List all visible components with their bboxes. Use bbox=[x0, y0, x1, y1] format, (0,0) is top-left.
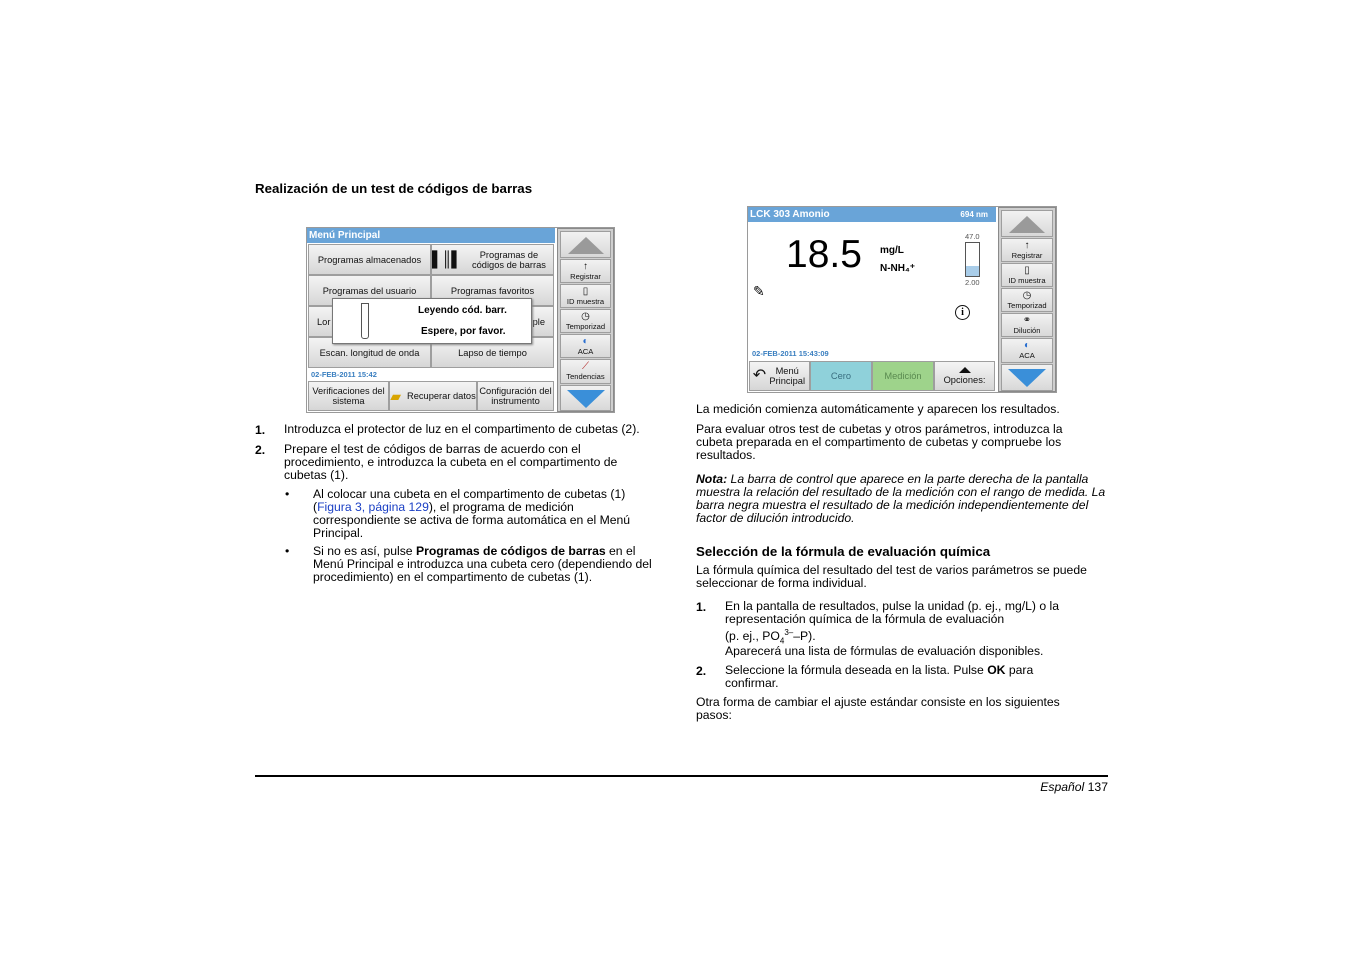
page-footer: Español 137 bbox=[1040, 780, 1108, 794]
single-wavelength-button[interactable]: Lor bbox=[308, 306, 431, 337]
edit-icon[interactable]: ✎ bbox=[753, 283, 765, 299]
bullet-2-marker: • bbox=[285, 544, 290, 558]
arrow-up-icon bbox=[568, 237, 604, 254]
instrument-config-button[interactable]: Configuración del instrumento bbox=[477, 381, 554, 411]
result-store-button[interactable]: ↑ Registrar bbox=[1001, 238, 1053, 262]
measure-button[interactable]: Medición bbox=[872, 361, 934, 391]
range-fill bbox=[966, 266, 979, 276]
sample-id-icon: ▯ bbox=[582, 286, 589, 297]
popup-line1: Leyendo cód. barr. bbox=[418, 305, 507, 316]
result-date: 02-FEB-2011 15:43:09 bbox=[752, 349, 829, 358]
dilution-icon: ⚭ bbox=[1022, 315, 1032, 326]
scroll-up-button[interactable] bbox=[560, 231, 611, 258]
info-icon[interactable]: i bbox=[955, 305, 970, 320]
footer-rule bbox=[255, 775, 1108, 777]
paragraph-4: Otra forma de cambiar el ajuste estándar consiste en los siguientes pasos: bbox=[696, 695, 1060, 722]
store-button[interactable]: ↑ Registrar bbox=[560, 259, 611, 283]
aqa-button[interactable]: ◐ ACA bbox=[560, 334, 611, 358]
range-bar bbox=[965, 242, 980, 277]
stored-programs-button[interactable]: Programas almacenados bbox=[308, 244, 431, 275]
step1-text: Introduzca el protector de luz en el compartimento de cubetas (2). bbox=[284, 422, 640, 436]
screen-title: Menú Principal bbox=[307, 228, 555, 243]
sample-id-icon: ▯ bbox=[1024, 265, 1030, 276]
trends-icon: ⟋ bbox=[582, 361, 589, 372]
result-value: 18.5 bbox=[786, 233, 862, 276]
caret-up-icon bbox=[959, 367, 971, 373]
reading-barcode-popup bbox=[332, 298, 532, 344]
range-max: 47.0 bbox=[965, 232, 980, 241]
user-programs-button[interactable]: Programas del usuario bbox=[308, 275, 431, 306]
formula-step1-text: En la pantalla de resultados, pulse la unidad (p. ej., mg/L) o la representación química de la fórmula de evaluación (p. ej., $PO_4^{3-}-P$). bbox=[725, 599, 1060, 646]
main-menu-screenshot bbox=[306, 227, 615, 413]
formula-heading: Selección de la fórmula de evaluación química bbox=[696, 544, 991, 559]
result-scroll-up-button[interactable] bbox=[1001, 210, 1053, 237]
result-timer-button[interactable]: ◷ Temporizad bbox=[1001, 288, 1053, 312]
barcode-icon: ▌║▌ bbox=[432, 250, 461, 268]
zero-button[interactable]: Cero bbox=[810, 361, 872, 391]
aqa-icon: ◐ bbox=[582, 336, 589, 347]
scroll-down-button[interactable] bbox=[560, 385, 611, 411]
figure-link[interactable]: Figura 3, página 129 bbox=[317, 500, 429, 514]
options-button[interactable]: Opciones: bbox=[934, 361, 995, 391]
screen-date: 02-FEB-2011 15:42 bbox=[311, 370, 377, 379]
step1-number: 1. bbox=[255, 423, 266, 437]
sidebar bbox=[557, 228, 614, 412]
bullet-1-marker: • bbox=[285, 487, 290, 501]
paragraph-2: Para evaluar otros test de cubetas y otros parámetros, introduzca la cubeta preparada en el compartimento de cubetas y compruebe los resultados. bbox=[696, 422, 1063, 462]
step2-text: Prepare el test de códigos de barras de acuerdo con el procedimiento, e introduzca la cubeta en el compartimento de cubetas (1). bbox=[284, 442, 618, 482]
sample-id-button[interactable]: ▯ ID muestra bbox=[560, 284, 611, 308]
arrow-down-icon bbox=[1008, 369, 1046, 387]
result-title-bar: LCK 303 Amonio 694 nm bbox=[748, 207, 996, 222]
arrow-up-icon bbox=[1009, 216, 1045, 233]
timer-icon: ◷ bbox=[581, 311, 590, 322]
result-scroll-down-button[interactable] bbox=[1001, 364, 1053, 391]
popup-line2: Espere, por favor. bbox=[421, 326, 506, 337]
result-unit[interactable]: mg/L bbox=[880, 245, 904, 256]
system-check-button[interactable]: Verificaciones del sistema bbox=[308, 381, 389, 411]
aqa-icon: ◐ bbox=[1023, 340, 1031, 351]
dilution-button[interactable]: ⚭ Dilución bbox=[1001, 313, 1053, 337]
barcode-programs-button[interactable]: ▌║▌ Programas de códigos de barras bbox=[431, 244, 554, 275]
multi-wavelength-button[interactable]: ple bbox=[431, 306, 554, 337]
result-sidebar bbox=[998, 207, 1056, 392]
paragraph-1: La medición comienza automáticamente y aparecen los resultados. bbox=[696, 402, 1060, 416]
formula-step1-result: Aparecerá una lista de fórmulas de evaluación disponibles. bbox=[725, 644, 1044, 658]
result-aqa-button[interactable]: ◐ ACA bbox=[1001, 338, 1053, 363]
result-formula[interactable]: N-NH₄⁺ bbox=[880, 263, 916, 274]
bullet-2-text: Si no es así, pulse Programas de códigos de barras en el Menú Principal e introduzca una cubeta cero (dependiendo del procedimiento) en el compartimento de cubetas (1). bbox=[313, 544, 652, 584]
time-lapse-button[interactable]: Lapso de tiempo bbox=[431, 337, 554, 368]
arrow-down-icon bbox=[567, 390, 605, 408]
wavelength-scan-button[interactable]: Escan. longitud de onda bbox=[308, 337, 431, 368]
cuvette-icon bbox=[361, 303, 369, 339]
section-heading: Realización de un test de códigos de barras bbox=[255, 181, 533, 196]
main-menu-button[interactable]: ↶ Menú Principal bbox=[749, 361, 810, 391]
folder-icon: ▰ bbox=[390, 388, 402, 404]
formula-step2-text: Seleccione la fórmula deseada en la lista. Pulse OK para confirmar. bbox=[725, 663, 1034, 690]
result-sample-id-button[interactable]: ▯ ID muestra bbox=[1001, 263, 1053, 287]
formula-step1-number: 1. bbox=[696, 600, 707, 614]
timer-button[interactable]: ◷ Temporizad bbox=[560, 309, 611, 333]
result-screenshot bbox=[747, 206, 1057, 393]
step2-number: 2. bbox=[255, 443, 266, 457]
paragraph-3: La fórmula química del resultado del test de varios parámetros se puede seleccionar de forma individual. bbox=[696, 563, 1087, 590]
bullet-1-text: Al colocar una cubeta en el compartimento de cubetas (1) (Figura 3, página 129), el programa de medición correspondiente se activa de forma automática en el Menú Principal. bbox=[313, 487, 631, 540]
store-icon: ↑ bbox=[1024, 240, 1030, 251]
range-min: 2.00 bbox=[965, 278, 980, 287]
note: Nota: La barra de control que aparece en la parte derecha de la pantalla muestra la relación del resultado de la medición con el rango de medida. La barra negra muestra el resultado de la medición independientemente del factor de dilución introducido. bbox=[696, 472, 1106, 525]
timer-icon: ◷ bbox=[1022, 290, 1032, 301]
favorite-programs-button[interactable]: Programas favoritos bbox=[431, 275, 554, 306]
store-icon: ↑ bbox=[583, 261, 588, 272]
trends-button[interactable]: ⟋ Tendencias bbox=[560, 359, 611, 384]
back-arrow-icon: ↶ bbox=[752, 367, 767, 384]
formula-step2-number: 2. bbox=[696, 664, 707, 678]
recall-data-button[interactable]: ▰ Recuperar datos bbox=[389, 381, 477, 411]
